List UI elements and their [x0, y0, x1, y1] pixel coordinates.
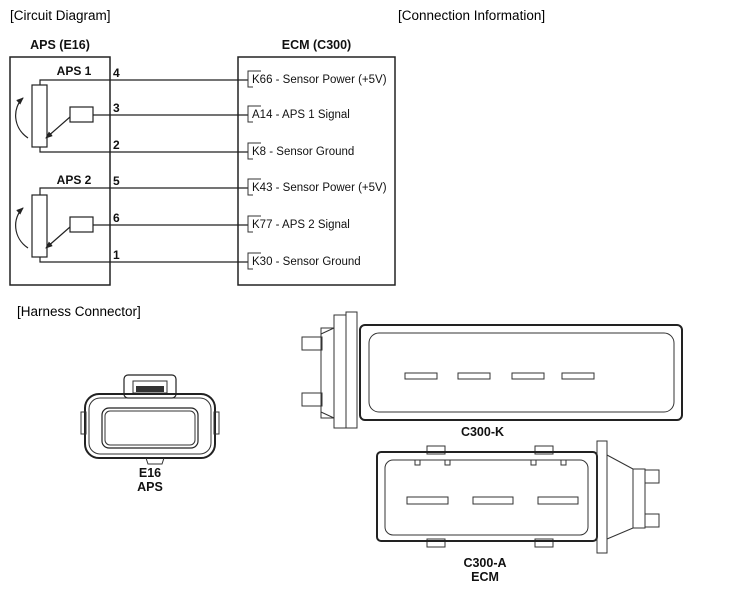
wire-pin2: [40, 147, 248, 152]
c300k-flange: [346, 312, 357, 428]
c300a-connector-name: C300-A: [463, 556, 507, 570]
aps-box: [10, 57, 110, 285]
connection-information-title: [Connection Information]: [398, 8, 546, 23]
c300a-flange: [597, 441, 607, 553]
terminal-number-2: 2: [113, 138, 120, 152]
wire-pin4: [40, 80, 248, 85]
terminal-number-4: 4: [113, 66, 120, 80]
aps1-potentiometer-symbol: [16, 85, 93, 147]
ecm-box-title: ECM (C300): [281, 38, 352, 52]
ecm-pin-brackets: [248, 71, 261, 269]
wire-pin5: [40, 188, 248, 195]
ecm-pin-label-k66: K66 - Sensor Power (+5V): [252, 74, 387, 86]
aps1-label: APS 1: [56, 64, 92, 78]
c300a-connector-sublabel: ECM: [471, 570, 499, 584]
ecm-box: [238, 57, 395, 285]
terminal-number-1: 1: [113, 248, 120, 262]
ecm-pin-label-k43: K43 - Sensor Power (+5V): [252, 182, 387, 194]
harness-connector-title: [Harness Connector]: [17, 304, 141, 319]
terminal-number-6: 6: [113, 211, 120, 225]
e16-connector-type: APS: [137, 480, 163, 494]
c300a-connector-svg: [370, 438, 670, 563]
aps2-potentiometer-symbol: [16, 195, 93, 257]
wire-pin1: [40, 257, 248, 262]
ecm-pin-label-k30: K30 - Sensor Ground: [252, 256, 361, 268]
terminal-number-5: 5: [113, 174, 120, 188]
connection-table: [401, 55, 743, 59]
c300a-prong-top: [645, 470, 659, 483]
c300k-connector-name: C300-K: [460, 425, 505, 439]
c300a-prong-bottom: [645, 514, 659, 527]
c300k-prong-top: [302, 337, 322, 350]
c300k-connector-svg: [295, 305, 695, 440]
ecm-pin-label-a14: A14 - APS 1 Signal: [252, 109, 350, 121]
aps2-label: APS 2: [56, 173, 92, 187]
terminal-number-3: 3: [113, 101, 120, 115]
ecm-pin-label-k77: K77 - APS 2 Signal: [252, 219, 350, 231]
ecm-pin-label-k8: K8 - Sensor Ground: [252, 146, 355, 158]
aps-box-title: APS (E16): [30, 38, 90, 52]
c300k-prong-bottom: [302, 393, 322, 406]
e16-socket-outline: [102, 408, 198, 448]
e16-connector-svg: [70, 370, 230, 470]
circuit-diagram-title: [Circuit Diagram]: [10, 8, 111, 23]
e16-connector-name: E16: [138, 466, 162, 480]
